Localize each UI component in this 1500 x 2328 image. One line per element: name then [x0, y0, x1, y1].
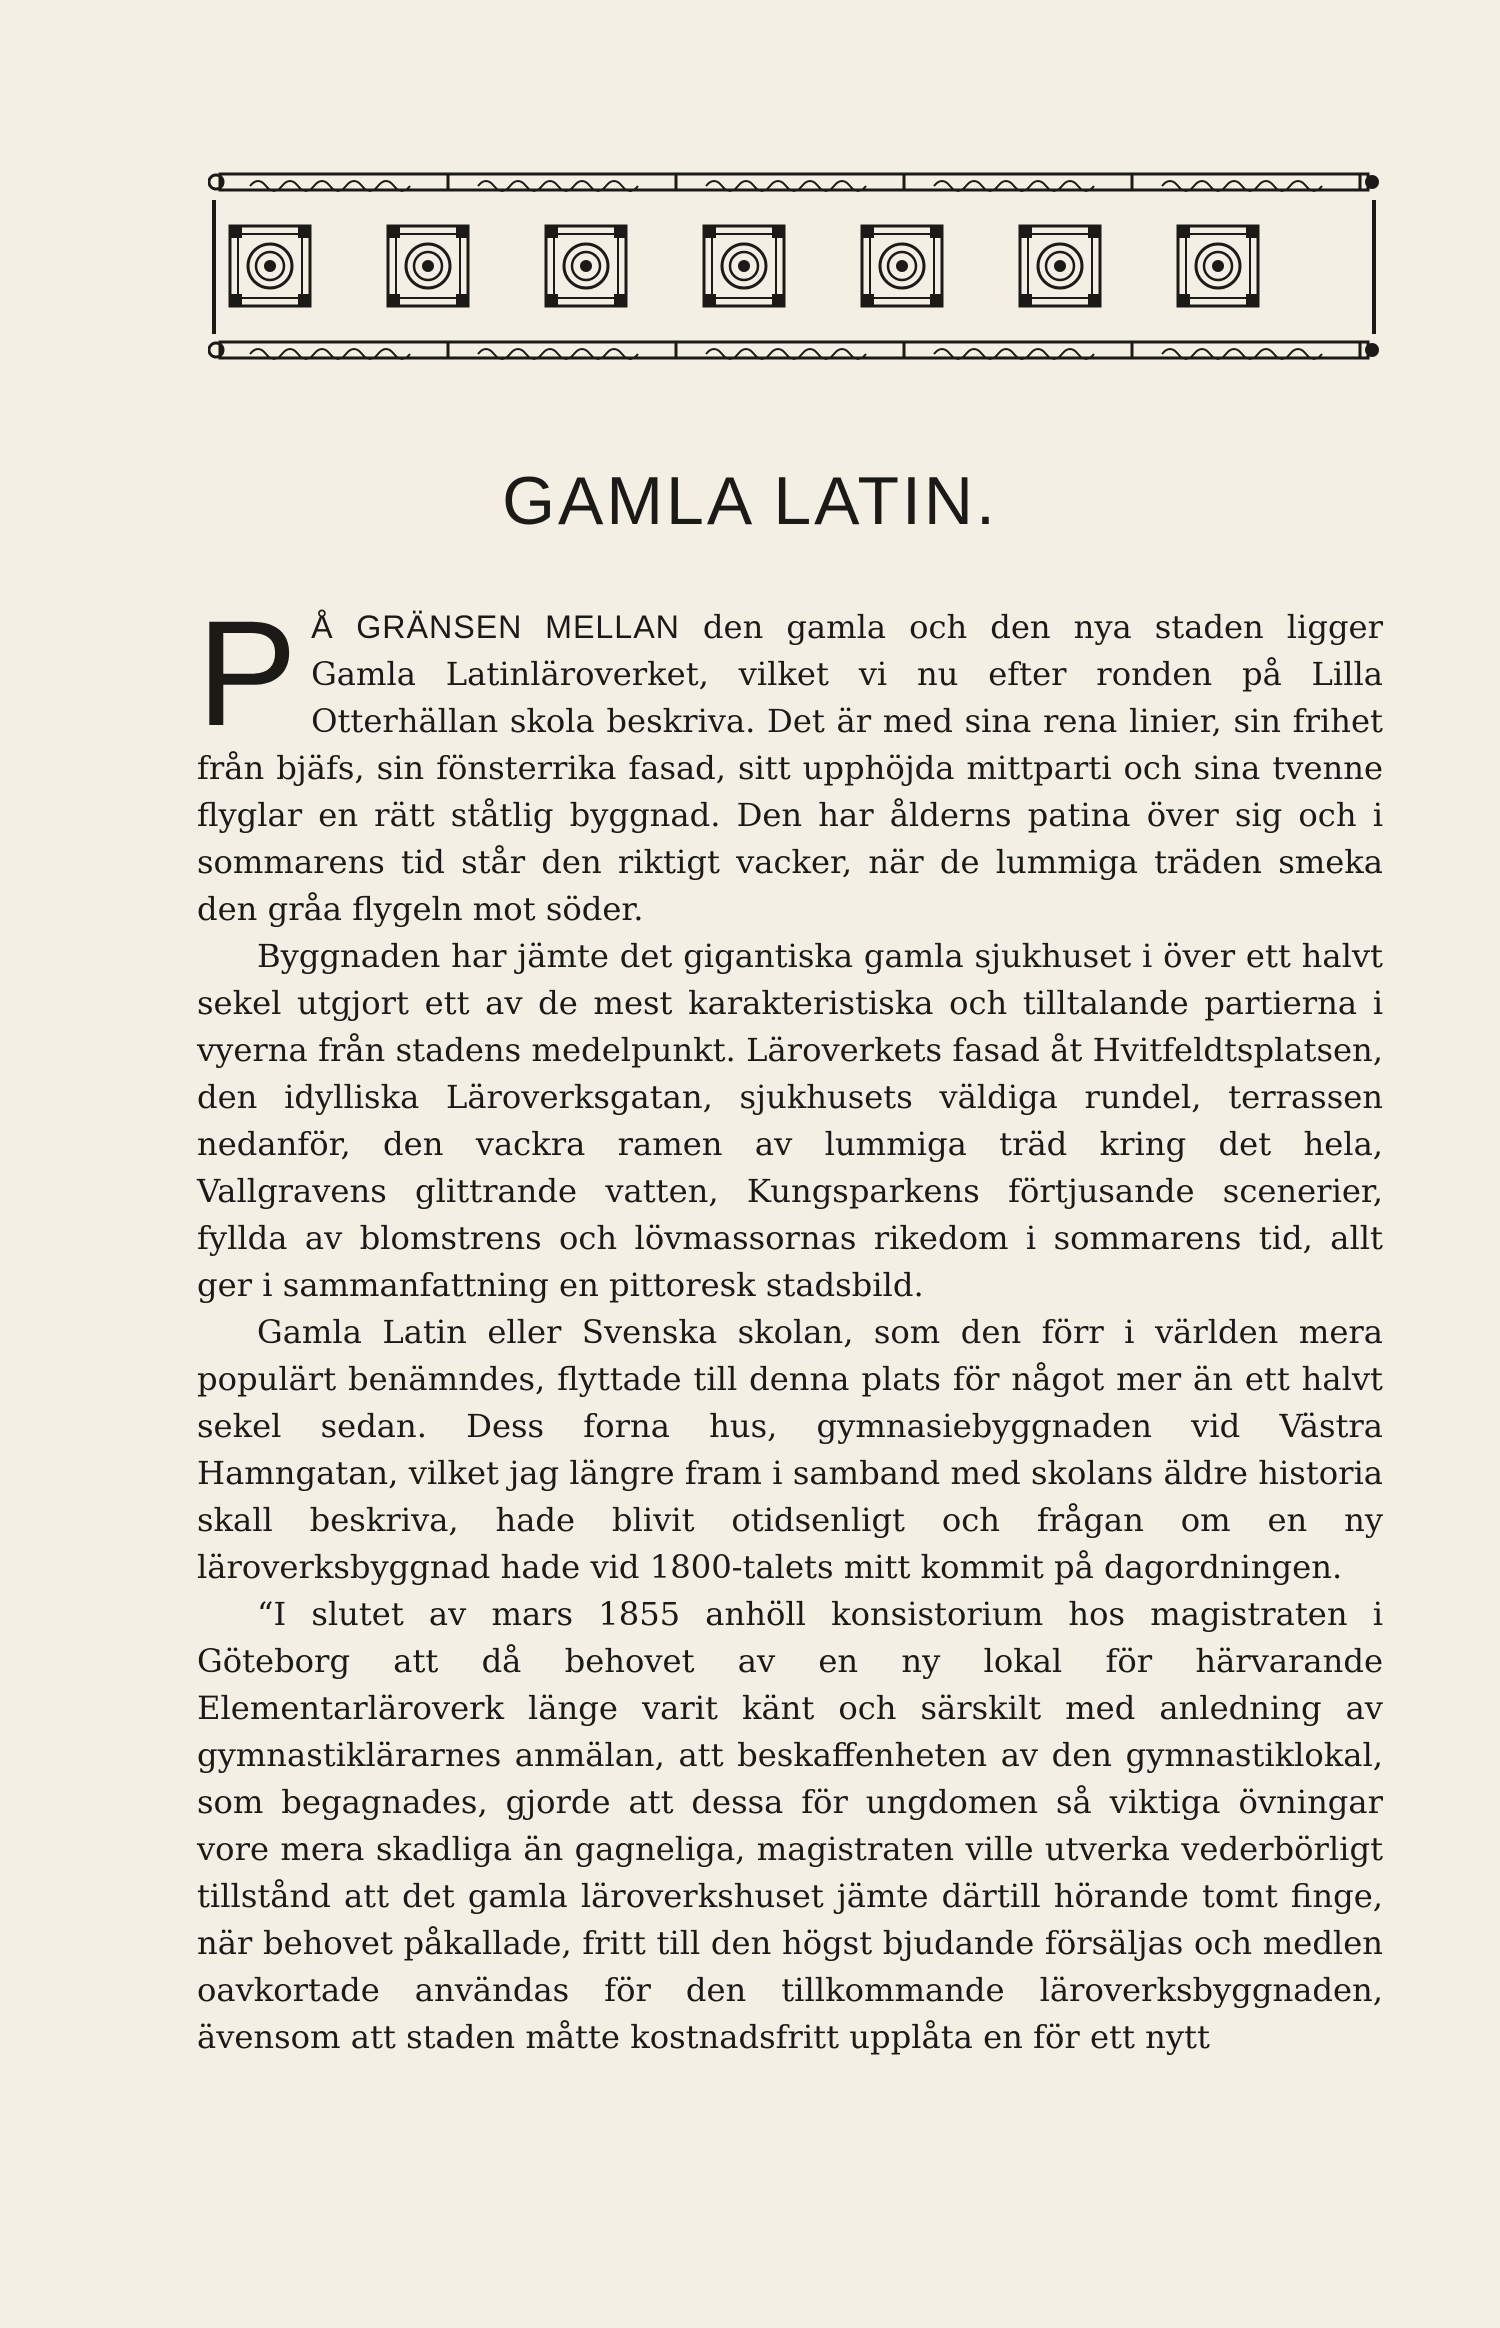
opening-paragraph: [197, 589, 1383, 933]
body-text: [197, 589, 1383, 2061]
meander-rosette-border-icon: [208, 170, 1380, 366]
drop-cap: P: [197, 589, 298, 757]
paragraph: “I slutet av mars 1855 anhöll konsistorium hos magistraten i Göteborg att då behovet av en ny lokal för härvarande Elementarläroverk länge varit känt och särskilt med anledning av gymnastiklärarnes anmälan, att beskaffenheten av den gymnastiklokal, som begagnades, gjorde att dessa för ungdomen så viktiga övningar vore mera skadliga än gagneliga, magistraten ville utverka vederbörligt tillstånd att det gamla läroverkshuset jämte därtill hörande tomt finge, när behovet påkallade, fritt till den högst bjudande försäljas och medlen oavkortade användas för den tillkommande läroverksbyggnaden, ävensom att staden måtte kostnadsfritt upplåta en för ett nytt: [197, 1595, 1383, 2056]
chapter-title: GAMLA LATIN.: [502, 463, 998, 539]
opening-text: den gamla och den nya staden ligger Gamla Latinläroverket, vilket vi nu efter ronden på Lilla Otterhällan skola beskriva. Det är med sina rena linier, sin frihet från bjäfs, sin fönsterrika fasad, sitt upphöjda mittparti och sina tvenne flyglar en rätt ståtlig byggnad. Den har ålderns patina över sig och i sommarens tid står den riktigt vacker, när de lummiga träden smeka den gråa flygeln mot söder.: [197, 608, 1383, 928]
opening-lead: Å GRÄNSEN MELLAN: [311, 609, 680, 645]
paragraph: Gamla Latin eller Svenska skolan, som den förr i världen mera populärt benämndes, flyttade till denna plats för något mer än ett halvt sekel sedan. Dess forna hus, gymnasiebyggnaden vid Västra Hamngatan, vilket jag längre fram i samband med skolans äldre historia skall beskriva, hade blivit otidsenligt och frågan om en ny läroverksbyggnad hade vid 1800-talets mitt kommit på dagordningen.: [197, 1313, 1383, 1586]
paragraph: Byggnaden har jämte det gigantiska gamla sjukhuset i över ett halvt sekel utgjort ett av de mest karakteristiska och tilltalande partierna i vyerna från stadens medelpunkt. Läroverkets fasad åt Hvitfeldtsplatsen, den idylliska Läroverksgatan, sjukhusets väldiga rundel, terrassen nedanför, den vackra ramen av lummiga träd kring det hela, Vallgravens glittrande vatten, Kungsparkens förtjusande scenerier, fyllda av blomstrens och lövmassornas rikedom i sommarens tid, allt ger i sammanfattning en pittoresk stadsbild.: [197, 937, 1383, 1304]
